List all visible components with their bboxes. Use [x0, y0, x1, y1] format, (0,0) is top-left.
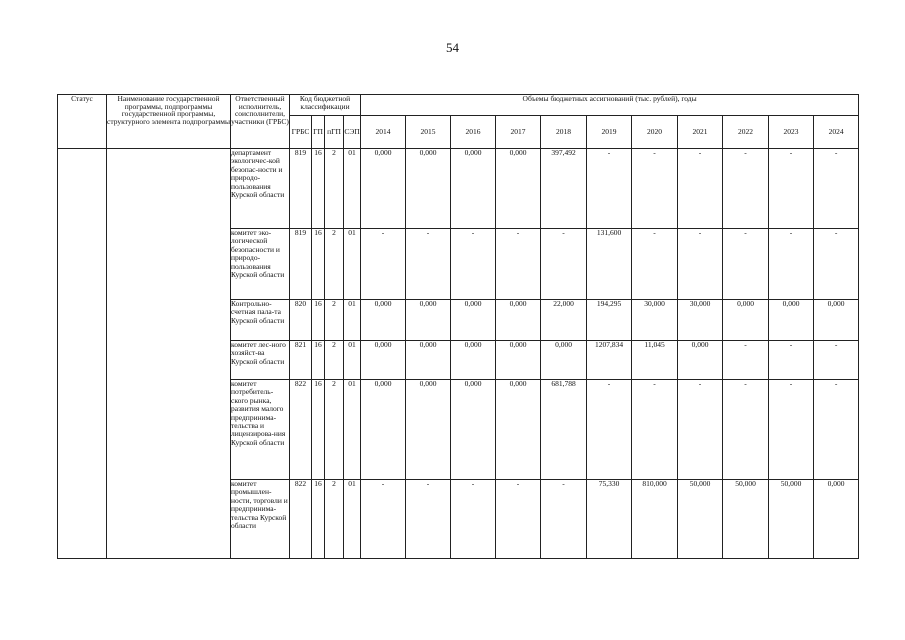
- code-grbs-cell: 821: [290, 341, 312, 380]
- value-2015-cell: -: [406, 480, 451, 559]
- value-2021-cell: -: [678, 380, 723, 480]
- value-2017-cell: -: [496, 229, 541, 300]
- code-sep-cell: 01: [344, 149, 361, 229]
- value-2019-cell: -: [587, 380, 632, 480]
- value-2015-cell: 0,000: [406, 149, 451, 229]
- value-2024-cell: -: [814, 229, 859, 300]
- value-2014-cell: 0,000: [361, 300, 406, 341]
- header-code-sep: СЭП: [344, 116, 361, 149]
- executor-cell: комитет промышлен-ности, торговли и предпринима-тельства Курской области: [231, 480, 290, 559]
- header-status: Статус: [58, 95, 107, 149]
- value-2019-cell: 75,330: [587, 480, 632, 559]
- code-pgp-cell: 2: [325, 229, 344, 300]
- code-grbs-cell: 819: [290, 229, 312, 300]
- code-grbs-cell: 819: [290, 149, 312, 229]
- value-2023-cell: -: [769, 380, 814, 480]
- code-gp-cell: 16: [312, 300, 325, 341]
- value-2022-cell: -: [723, 229, 769, 300]
- value-2017-cell: -: [496, 480, 541, 559]
- table-row: [58, 149, 859, 229]
- value-2018-cell: -: [541, 229, 587, 300]
- budget-table: [57, 94, 859, 559]
- value-2018-cell: 0,000: [541, 341, 587, 380]
- value-2019-cell: 131,600: [587, 229, 632, 300]
- header-name: Наименование государственной программы, подпрограммы государственной программы, структурного элемента подпрограммы: [107, 95, 231, 149]
- code-grbs-cell: 820: [290, 300, 312, 341]
- header-code-gp: ГП: [312, 116, 325, 149]
- value-2018-cell: -: [541, 480, 587, 559]
- header-year-2023: 2023: [769, 116, 814, 149]
- value-2024-cell: 0,000: [814, 300, 859, 341]
- value-2018-cell: 681,788: [541, 380, 587, 480]
- code-sep-cell: 01: [344, 341, 361, 380]
- header-year-2017: 2017: [496, 116, 541, 149]
- code-pgp-cell: 2: [325, 149, 344, 229]
- value-2022-cell: 0,000: [723, 300, 769, 341]
- value-2016-cell: -: [451, 480, 496, 559]
- value-2015-cell: 0,000: [406, 341, 451, 380]
- value-2020-cell: 810,000: [632, 480, 678, 559]
- executor-cell: комитет эко-логической безопасности и природо-пользования Курской области: [231, 229, 290, 300]
- value-2014-cell: 0,000: [361, 341, 406, 380]
- value-2016-cell: 0,000: [451, 149, 496, 229]
- value-2015-cell: 0,000: [406, 300, 451, 341]
- value-2016-cell: 0,000: [451, 380, 496, 480]
- code-sep-cell: 01: [344, 380, 361, 480]
- header-code-pgp: пГП: [325, 116, 344, 149]
- code-grbs-cell: 822: [290, 480, 312, 559]
- value-2021-cell: 30,000: [678, 300, 723, 341]
- value-2015-cell: 0,000: [406, 380, 451, 480]
- header-year-2018: 2018: [541, 116, 587, 149]
- program-name-cell: [107, 149, 231, 559]
- code-grbs-cell: 822: [290, 380, 312, 480]
- value-2014-cell: -: [361, 480, 406, 559]
- value-2024-cell: -: [814, 341, 859, 380]
- value-2018-cell: 22,000: [541, 300, 587, 341]
- value-2018-cell: 397,492: [541, 149, 587, 229]
- code-sep-cell: 01: [344, 300, 361, 341]
- status-cell: [58, 149, 107, 559]
- value-2022-cell: -: [723, 380, 769, 480]
- value-2019-cell: -: [587, 149, 632, 229]
- header-volume-group: Объемы бюджетных ассигнований (тыс. рублей), годы: [361, 95, 859, 116]
- value-2022-cell: 50,000: [723, 480, 769, 559]
- value-2020-cell: 30,000: [632, 300, 678, 341]
- value-2016-cell: 0,000: [451, 300, 496, 341]
- value-2016-cell: -: [451, 229, 496, 300]
- executor-cell: департамент экологичес-кой безопас-ности и природо-пользования Курской области: [231, 149, 290, 229]
- value-2023-cell: 50,000: [769, 480, 814, 559]
- code-pgp-cell: 2: [325, 380, 344, 480]
- header-year-2016: 2016: [451, 116, 496, 149]
- header-year-2019: 2019: [587, 116, 632, 149]
- code-sep-cell: 01: [344, 229, 361, 300]
- value-2017-cell: 0,000: [496, 380, 541, 480]
- value-2017-cell: 0,000: [496, 149, 541, 229]
- value-2024-cell: -: [814, 380, 859, 480]
- header-year-2020: 2020: [632, 116, 678, 149]
- code-gp-cell: 16: [312, 341, 325, 380]
- value-2020-cell: -: [632, 149, 678, 229]
- value-2019-cell: 194,295: [587, 300, 632, 341]
- value-2022-cell: -: [723, 341, 769, 380]
- value-2014-cell: -: [361, 229, 406, 300]
- header-code-grbs: ГРБС: [290, 116, 312, 149]
- code-pgp-cell: 2: [325, 480, 344, 559]
- value-2017-cell: 0,000: [496, 300, 541, 341]
- value-2020-cell: -: [632, 229, 678, 300]
- value-2021-cell: 50,000: [678, 480, 723, 559]
- executor-cell: Контрольно-счетная пала-та Курской области: [231, 300, 290, 341]
- page-number: 54: [446, 40, 459, 55]
- value-2021-cell: 0,000: [678, 341, 723, 380]
- value-2024-cell: -: [814, 149, 859, 229]
- value-2014-cell: 0,000: [361, 149, 406, 229]
- header-code-group: Код бюджетной классификации: [290, 95, 361, 116]
- executor-cell: комитет потребитель-ского рынка, развития малого предпринима-тельства и лицензирова-ния Курской области: [231, 380, 290, 480]
- value-2019-cell: 1207,834: [587, 341, 632, 380]
- value-2015-cell: -: [406, 229, 451, 300]
- executor-cell: комитет лес-ного хозяйст-ва Курской области: [231, 341, 290, 380]
- header-executor: Ответственный исполнитель, соисполнители, участники (ГРБС): [231, 95, 290, 149]
- value-2023-cell: -: [769, 149, 814, 229]
- value-2021-cell: -: [678, 229, 723, 300]
- code-gp-cell: 16: [312, 149, 325, 229]
- value-2023-cell: -: [769, 341, 814, 380]
- value-2024-cell: 0,000: [814, 480, 859, 559]
- header-year-2022: 2022: [723, 116, 769, 149]
- code-gp-cell: 16: [312, 229, 325, 300]
- value-2020-cell: 11,045: [632, 341, 678, 380]
- value-2014-cell: 0,000: [361, 380, 406, 480]
- value-2022-cell: -: [723, 149, 769, 229]
- header-year-2024: 2024: [814, 116, 859, 149]
- code-pgp-cell: 2: [325, 341, 344, 380]
- header-year-2015: 2015: [406, 116, 451, 149]
- value-2020-cell: -: [632, 380, 678, 480]
- code-gp-cell: 16: [312, 380, 325, 480]
- value-2023-cell: 0,000: [769, 300, 814, 341]
- value-2023-cell: -: [769, 229, 814, 300]
- header-year-2014: 2014: [361, 116, 406, 149]
- header-year-2021: 2021: [678, 116, 723, 149]
- value-2017-cell: 0,000: [496, 341, 541, 380]
- code-gp-cell: 16: [312, 480, 325, 559]
- code-pgp-cell: 2: [325, 300, 344, 341]
- value-2016-cell: 0,000: [451, 341, 496, 380]
- value-2021-cell: -: [678, 149, 723, 229]
- code-sep-cell: 01: [344, 480, 361, 559]
